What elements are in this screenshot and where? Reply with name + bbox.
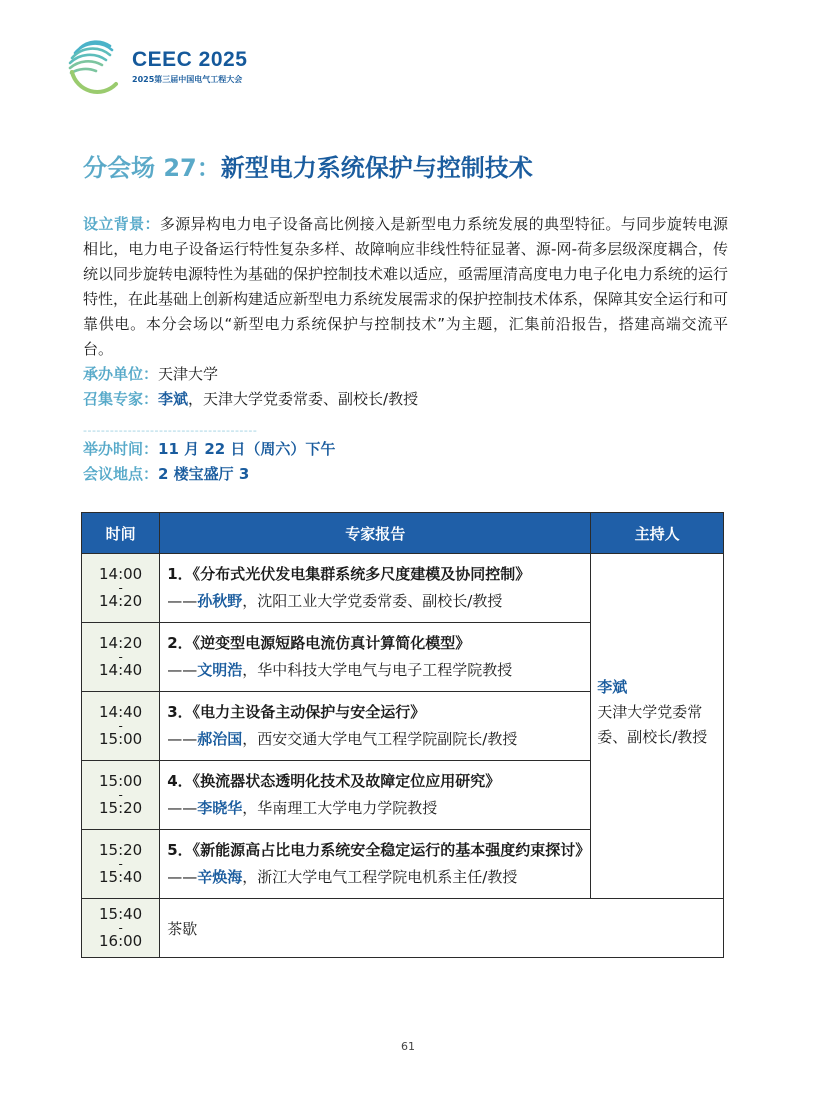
- end-time: 14:20: [99, 592, 143, 610]
- talk-cell: [160, 761, 591, 830]
- start-time: 15:20: [99, 841, 143, 859]
- speaker-affiliation: ，华南理工大学电力学院教授: [242, 799, 438, 817]
- speaker-name: 辛焕海: [197, 868, 243, 886]
- table-header-row: [82, 513, 724, 554]
- break-cell: 茶歇: [160, 899, 724, 958]
- speaker-affiliation: ，西安交通大学电气工程学院副院长/教授: [242, 730, 518, 748]
- header-time: 时间: [82, 513, 160, 554]
- speaker-dash: ——: [167, 868, 198, 886]
- start-time: 15:00: [99, 772, 143, 790]
- schedule-table: [81, 512, 724, 958]
- speaker-affiliation: ，浙江大学电气工程学院电机系主任/教授: [242, 868, 518, 886]
- end-time: 15:20: [99, 799, 143, 817]
- speaker-name: 文明浩: [197, 661, 243, 679]
- time-separator: -: [118, 650, 123, 664]
- time-separator: -: [118, 921, 123, 935]
- talk-title: 4．《换流器状态透明化技术及故障定位应用研究》: [167, 772, 501, 790]
- speaker-affiliation: ，沈阳工业大学党委常委、副校长/教授: [242, 592, 503, 610]
- convener-name: 李斌: [158, 390, 189, 408]
- talk-cell: [160, 623, 591, 692]
- speaker-name: 李晓华: [197, 799, 243, 817]
- talk-cell: [160, 554, 591, 623]
- talk-cell: [160, 830, 591, 899]
- speaker-line: [167, 657, 590, 684]
- logo-title: CEEC 2025: [132, 48, 248, 71]
- speaker-dash: ——: [167, 661, 198, 679]
- host-cell: [591, 554, 724, 899]
- time-cell: [82, 899, 160, 958]
- ceec-logo-icon: [66, 38, 126, 94]
- section-number: 分会场 27：: [83, 154, 221, 182]
- speaker-line: [167, 795, 590, 822]
- speaker-dash: ——: [167, 592, 198, 610]
- talk-cell: [160, 692, 591, 761]
- background-paragraph: [83, 212, 728, 412]
- talk-title: 2．《逆变型电源短路电流仿真计算简化模型》: [167, 634, 471, 652]
- header-host: 主持人: [591, 513, 724, 554]
- speaker-name: 郝治国: [197, 730, 243, 748]
- speaker-affiliation: ，华中科技大学电气与电子工程学院教授: [242, 661, 513, 679]
- time-separator: -: [118, 581, 123, 595]
- venue-value: 2 楼宝盛厅 3: [158, 465, 250, 483]
- talk-title: 5．《新能源高占比电力系统安全稳定运行的基本强度约束探讨》: [167, 841, 591, 859]
- speaker-name: 孙秋野: [197, 592, 243, 610]
- time-cell: [82, 830, 160, 899]
- convener-label: 召集专家：: [83, 390, 159, 408]
- session-info: [83, 437, 335, 487]
- host-title: 天津大学党委常委、副校长/教授: [597, 702, 708, 746]
- talk-title: 1．《分布式光伏发电集群系统多尺度建模及协同控制》: [167, 565, 531, 583]
- time-value: 11 月 22 日（周六）下午: [158, 440, 336, 458]
- speaker-dash: ——: [167, 799, 198, 817]
- logo-subtitle: 2025第三届中国电气工程大会: [132, 75, 243, 84]
- organizer-value: 天津大学: [158, 365, 219, 383]
- page-title: [83, 148, 533, 183]
- time-label: 举办时间：: [83, 440, 159, 458]
- end-time: 14:40: [99, 661, 143, 679]
- time-cell: [82, 761, 160, 830]
- speaker-dash: ——: [167, 730, 198, 748]
- divider-line: ---------------------------------------: [83, 424, 258, 437]
- header-talk: 专家报告: [160, 513, 591, 554]
- host-name: 李斌: [597, 677, 628, 696]
- end-time: 15:00: [99, 730, 143, 748]
- start-time: 15:40: [99, 905, 143, 923]
- end-time: 16:00: [99, 932, 143, 950]
- speaker-line: [167, 864, 590, 891]
- time-cell: [82, 623, 160, 692]
- start-time: 14:00: [99, 565, 143, 583]
- table-row: [82, 554, 724, 623]
- section-name: 新型电力系统保护与控制技术: [220, 154, 533, 182]
- background-label: 设立背景：: [83, 215, 160, 233]
- time-separator: -: [118, 719, 123, 733]
- time-cell: [82, 692, 160, 761]
- time-separator: -: [118, 857, 123, 871]
- background-text: 多源异构电力电子设备高比例接入是新型电力系统发展的典型特征。与同步旋转电源相比，电力电子设备运行特性复杂多样、故障响应非线性特征显著、源-网-荷多层级深度耦合，传统以同步旋转电源特性为基础的保护控制技术难以适应，亟需厘清高度电力电子化电力系统的运行特性，在此基础上创新构建适应新型电力系统发展需求的保护控制技术体系，保障其安全运行和可靠供电。本分会场以“新型电力系统保护与控制技术”为主题，汇集前沿报告，搭建高端交流平台。: [83, 215, 729, 358]
- time-separator: -: [118, 788, 123, 802]
- speaker-line: [167, 588, 590, 615]
- start-time: 14:20: [99, 634, 143, 652]
- venue-label: 会议地点：: [83, 465, 159, 483]
- convener-title: ，天津大学党委常委、副校长/教授: [188, 390, 419, 408]
- talk-title: 3．《电力主设备主动保护与安全运行》: [167, 703, 426, 721]
- organizer-label: 承办单位：: [83, 365, 159, 383]
- start-time: 14:40: [99, 703, 143, 721]
- speaker-line: [167, 726, 590, 753]
- table-row-break: [82, 899, 724, 958]
- end-time: 15:40: [99, 868, 143, 886]
- page-number: 61: [401, 1040, 415, 1053]
- time-cell: [82, 554, 160, 623]
